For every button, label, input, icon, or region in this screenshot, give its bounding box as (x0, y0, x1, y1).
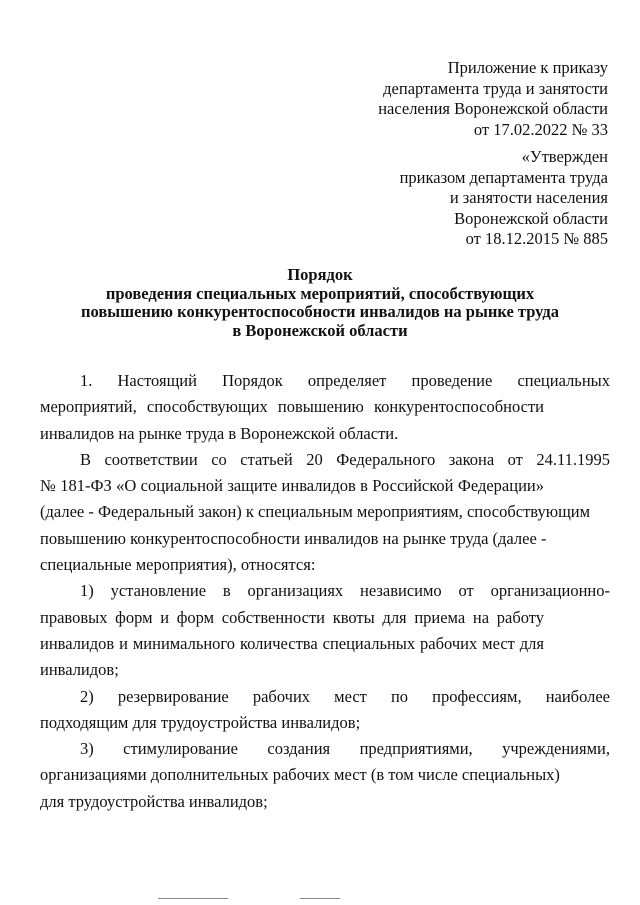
paragraph-line: инвалидов; (40, 660, 119, 680)
paragraph-2 (40, 447, 610, 578)
title-line: проведения специальных мероприятий, способствующих (105, 283, 535, 303)
paragraph-line: 1) установление в организациях независимо от организационно- (80, 581, 610, 601)
paragraph-line: правовых форм и форм собственности квоты для приема на работу (40, 607, 544, 627)
paragraph-3 (40, 578, 610, 683)
paragraph-line: (далее - Федеральный закон) к специальным мероприятиям, способствующим (40, 502, 591, 522)
paragraph-line: В соответствии со статьей 20 Федерального закона от 24.11.1995 (80, 449, 610, 469)
paragraph-line: подходящим для трудоустройства инвалидов; (40, 712, 361, 732)
paragraph-1 (40, 368, 610, 447)
appendix-header (378, 58, 608, 140)
paragraph-5 (40, 736, 610, 815)
scan-mark (158, 898, 228, 899)
scan-edge-marks (0, 898, 640, 905)
paragraph-line: повышению конкурентоспособности инвалидов на рынке труда (далее - (40, 528, 547, 548)
paragraph-line: № 181-ФЗ «О социальной защите инвалидов в Российской Федерации» (40, 476, 544, 496)
paragraph-line: для трудоустройства инвалидов; (40, 791, 268, 811)
document-body (40, 368, 610, 815)
approved-line: и занятости населения (449, 188, 608, 207)
appendix-line: департамента труда и занятости (383, 78, 608, 98)
approved-line: «Утвержден (521, 147, 608, 166)
appendix-line: от 17.02.2022 № 33 (473, 119, 608, 139)
paragraph-line: 1. Настоящий Порядок определяет проведение специальных (80, 371, 610, 390)
scan-mark (300, 898, 340, 899)
title-line: Порядок (287, 265, 353, 284)
appendix-line: населения Воронежской области (378, 99, 608, 118)
title-line: повышению конкурентоспособности инвалидов на рынке труда (81, 302, 559, 321)
approved-header (400, 147, 608, 250)
paragraph-line: специальные мероприятия), относятся: (40, 555, 316, 575)
paragraph-line: инвалидов и минимального количества специальных рабочих мест для (40, 633, 544, 653)
approved-line: приказом департамента труда (399, 167, 608, 187)
paragraph-line: организациями дополнительных рабочих мест (в том числе специальных) (40, 765, 560, 785)
approved-line: Воронежской области (454, 208, 608, 228)
appendix-line: Приложение к приказу (447, 58, 608, 77)
paragraph-4 (40, 684, 610, 737)
title-line: в Воронежской области (232, 320, 408, 340)
paragraph-line: 2) резервирование рабочих мест по профессиям, наиболее (80, 686, 610, 706)
paragraph-line: мероприятий, способствующих повышению конкурентоспособности (40, 397, 544, 417)
document-title (0, 266, 640, 340)
paragraph-line: 3) стимулирование создания предприятиями, учреждениями, (80, 739, 610, 759)
approved-line: от 18.12.2015 № 885 (465, 229, 608, 248)
paragraph-line: инвалидов на рынке труда в Воронежской области. (40, 423, 399, 443)
